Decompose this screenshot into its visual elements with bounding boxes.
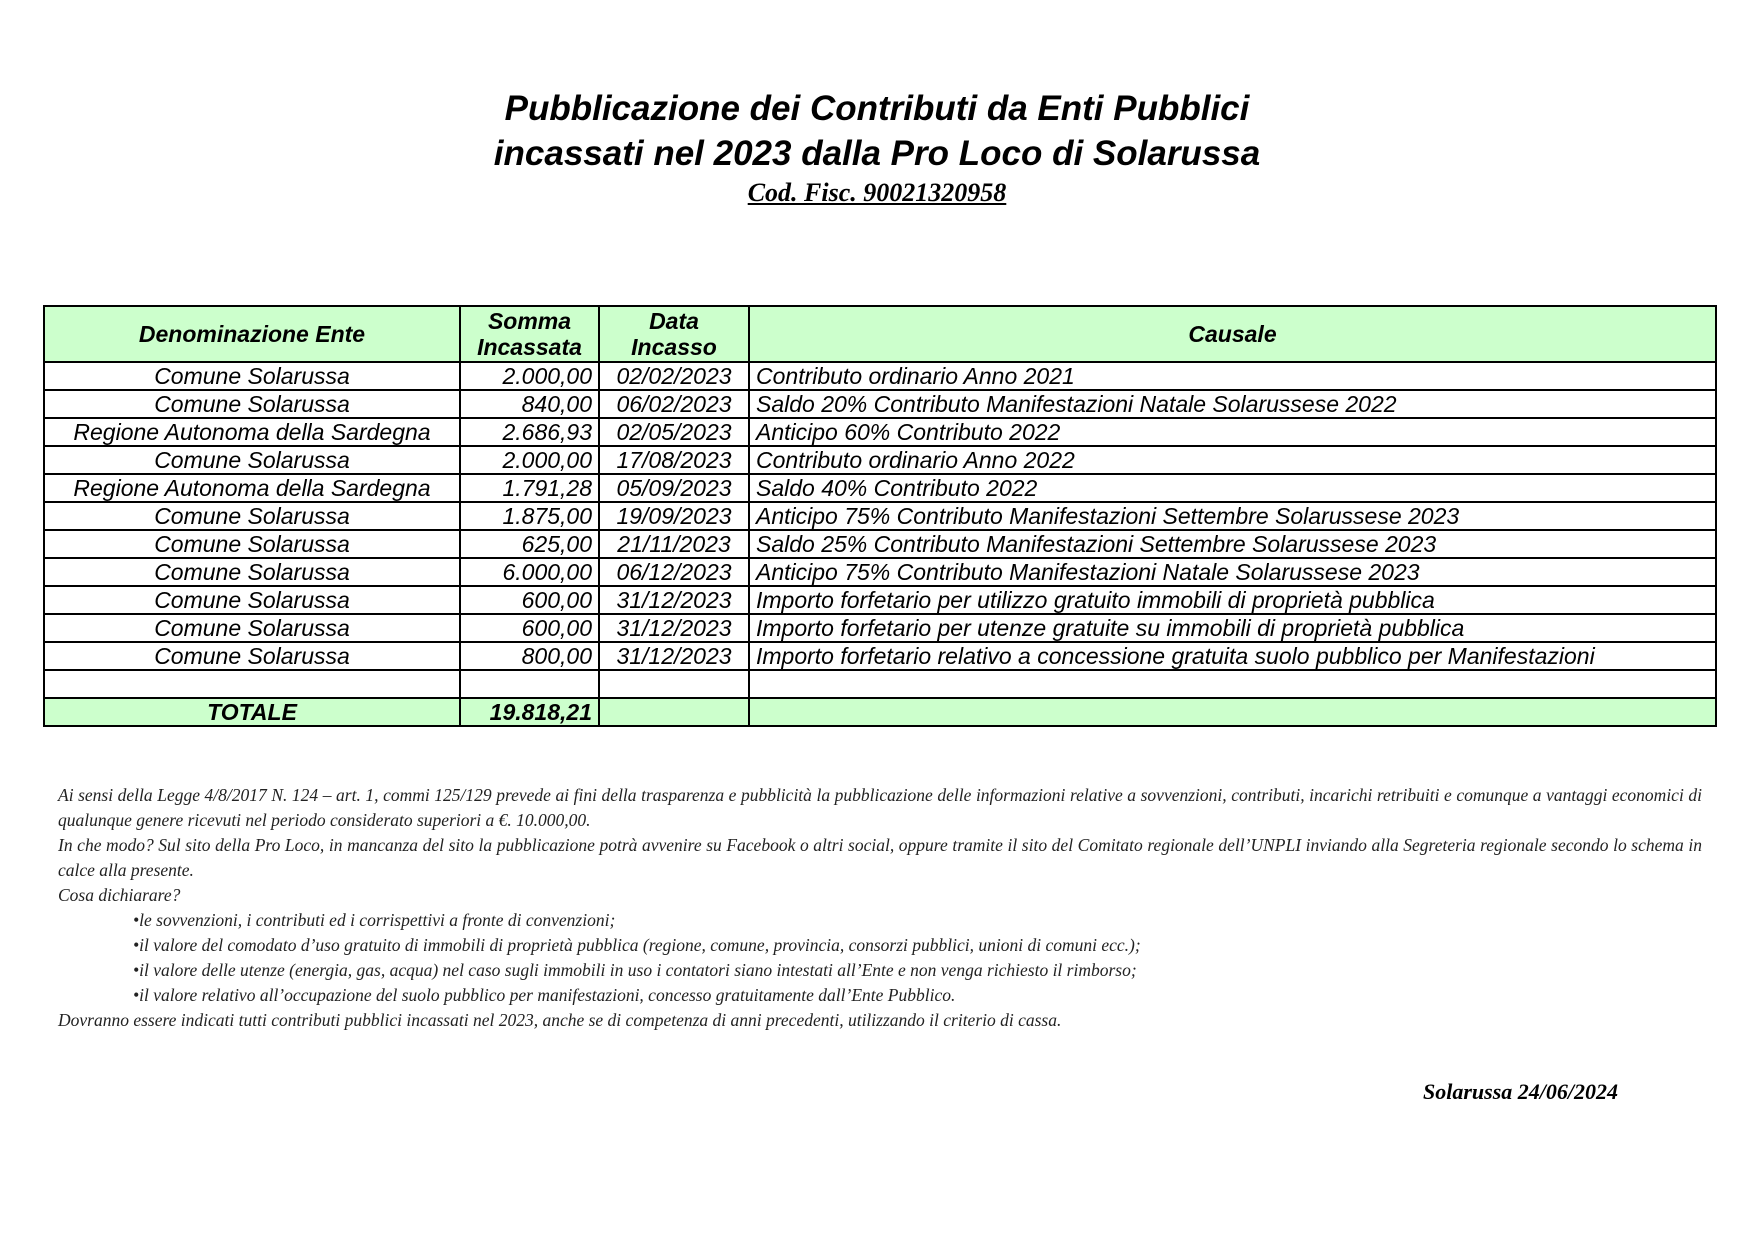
- header-data-line1: Data: [649, 308, 699, 334]
- ente-cell: Comune Solarussa: [44, 390, 460, 418]
- ente-cell: Comune Solarussa: [44, 446, 460, 474]
- title-line-1: Pubblicazione dei Contributi da Enti Pubblici: [504, 89, 1250, 128]
- ente-cell: Regione Autonoma della Sardegna: [44, 474, 460, 502]
- data-cell: 21/11/2023: [599, 530, 749, 558]
- table-row-empty: [44, 670, 1716, 698]
- somma-cell: 600,00: [460, 586, 599, 614]
- data-cell: 02/05/2023: [599, 418, 749, 446]
- causale-cell: Importo forfetario relativo a concessione gratuita suolo pubblico per Manifestazioni: [749, 642, 1716, 670]
- note-bullet: • il valore relativo all’occupazione del suolo pubblico per manifestazioni, concesso gratuitamente dall’Ente Pubblico.: [133, 983, 1702, 1008]
- contributions-table: [43, 305, 1717, 727]
- header-data-line2: Incasso: [631, 334, 717, 360]
- title-line-2: incassati nel 2023 dalla Pro Loco di Solarussa: [493, 134, 1261, 173]
- note-bullet: • il valore del comodato d’uso gratuito di immobili di proprietà pubblica (regione, comune, provincia, consorzi pubblici, unioni di comuni ecc.);: [133, 933, 1702, 958]
- causale-cell: Anticipo 60% Contributo 2022: [749, 418, 1716, 446]
- table-row: [44, 530, 1716, 558]
- somma-cell: 6.000,00: [460, 558, 599, 586]
- somma-cell: 2.686,93: [460, 418, 599, 446]
- note-paragraph-2: In che modo? Sul sito della Pro Loco, in mancanza del sito la pubblicazione potrà avvenire su Facebook o altri social, oppure tramite il sito del Comitato regionale dell’UNPLI inviando alla Segreteria regionale secondo lo schema in calce alla presente.: [58, 835, 1702, 880]
- note-paragraph-3: Cosa dichiarare?: [58, 885, 181, 905]
- ente-cell: Comune Solarussa: [44, 530, 460, 558]
- data-cell: 17/08/2023: [599, 446, 749, 474]
- table-row: [44, 390, 1716, 418]
- empty-cell: [44, 670, 460, 698]
- data-cell: 31/12/2023: [599, 614, 749, 642]
- table-row: [44, 502, 1716, 530]
- legal-notes: [58, 783, 1702, 1033]
- causale-cell: Importo forfetario per utilizzo gratuito immobili di proprietà pubblica: [749, 586, 1716, 614]
- empty-cell: [460, 670, 599, 698]
- causale-cell: Anticipo 75% Contributo Manifestazioni Natale Solarussese 2023: [749, 558, 1716, 586]
- note-bullet-list: [58, 908, 1702, 1008]
- codice-fiscale-text: Cod. Fisc. 90021320958: [747, 178, 1007, 207]
- note-paragraph-4: Dovranno essere indicati tutti contributi pubblici incassati nel 2023, anche se di competenza di anni precedenti, utilizzando il criterio di cassa.: [58, 1010, 1062, 1030]
- ente-cell: Comune Solarussa: [44, 558, 460, 586]
- empty-cell: [749, 670, 1716, 698]
- table-row: [44, 362, 1716, 390]
- page-title: [0, 86, 1754, 176]
- table-row: [44, 446, 1716, 474]
- causale-cell: Saldo 20% Contributo Manifestazioni Natale Solarussese 2022: [749, 390, 1716, 418]
- note-bullet: • il valore delle utenze (energia, gas, acqua) nel caso sugli immobili in uso i contatori siano intestati all’Ente e non venga richiesto il rimborso;: [133, 958, 1702, 983]
- note-bullet: • le sovvenzioni, i contributi ed i corrispettivi a fronte di convenzioni;: [133, 908, 1702, 933]
- data-cell: 05/09/2023: [599, 474, 749, 502]
- somma-cell: 1.875,00: [460, 502, 599, 530]
- causale-cell: Contributo ordinario Anno 2021: [749, 362, 1716, 390]
- somma-cell: 625,00: [460, 530, 599, 558]
- data-cell: 06/02/2023: [599, 390, 749, 418]
- total-empty-cell: [599, 698, 749, 726]
- data-cell: 06/12/2023: [599, 558, 749, 586]
- table-row: [44, 474, 1716, 502]
- header-causale: Causale: [749, 306, 1716, 362]
- note-paragraph-1: Ai sensi della Legge 4/8/2017 N. 124 – art. 1, commi 125/129 prevede ai fini della trasparenza e pubblicità la pubblicazione delle informazioni relative a sovvenzioni, contributi, incarichi retribuiti e comunque a vantaggi economici di qualunque genere ricevuti nel periodo considerato superiori a €. 10.000,00.: [58, 785, 1702, 830]
- ente-cell: Comune Solarussa: [44, 362, 460, 390]
- somma-cell: 800,00: [460, 642, 599, 670]
- header-ente: Denominazione Ente: [44, 306, 460, 362]
- total-value: 19.818,21: [460, 698, 599, 726]
- place-date-signature: Solarussa 24/06/2024: [1423, 1079, 1618, 1104]
- empty-cell: [599, 670, 749, 698]
- causale-cell: Saldo 25% Contributo Manifestazioni Settembre Solarussese 2023: [749, 530, 1716, 558]
- data-cell: 19/09/2023: [599, 502, 749, 530]
- ente-cell: Comune Solarussa: [44, 502, 460, 530]
- table-row: [44, 586, 1716, 614]
- ente-cell: Comune Solarussa: [44, 642, 460, 670]
- causale-cell: Anticipo 75% Contributo Manifestazioni Settembre Solarussese 2023: [749, 502, 1716, 530]
- table-body: [44, 362, 1716, 726]
- table-row: [44, 558, 1716, 586]
- ente-cell: Comune Solarussa: [44, 586, 460, 614]
- table-row: [44, 642, 1716, 670]
- causale-cell: Importo forfetario per utenze gratuite su immobili di proprietà pubblica: [749, 614, 1716, 642]
- codice-fiscale: [0, 176, 1754, 210]
- somma-cell: 2.000,00: [460, 446, 599, 474]
- somma-cell: 2.000,00: [460, 362, 599, 390]
- data-cell: 31/12/2023: [599, 642, 749, 670]
- causale-cell: Saldo 40% Contributo 2022: [749, 474, 1716, 502]
- data-cell: 02/02/2023: [599, 362, 749, 390]
- ente-cell: Comune Solarussa: [44, 614, 460, 642]
- causale-cell: Contributo ordinario Anno 2022: [749, 446, 1716, 474]
- table-row-total: [44, 698, 1716, 726]
- total-empty-cell: [749, 698, 1716, 726]
- table-row: [44, 614, 1716, 642]
- header-data: [599, 306, 749, 362]
- header-somma-line1: Somma: [487, 308, 572, 334]
- somma-cell: 1.791,28: [460, 474, 599, 502]
- header-somma: [460, 306, 599, 362]
- header-somma-line2: Incassata: [477, 334, 582, 360]
- total-label: TOTALE: [44, 698, 460, 726]
- somma-cell: 600,00: [460, 614, 599, 642]
- somma-cell: 840,00: [460, 390, 599, 418]
- table-header-row: [44, 306, 1716, 362]
- ente-cell: Regione Autonoma della Sardegna: [44, 418, 460, 446]
- data-cell: 31/12/2023: [599, 586, 749, 614]
- table-row: [44, 418, 1716, 446]
